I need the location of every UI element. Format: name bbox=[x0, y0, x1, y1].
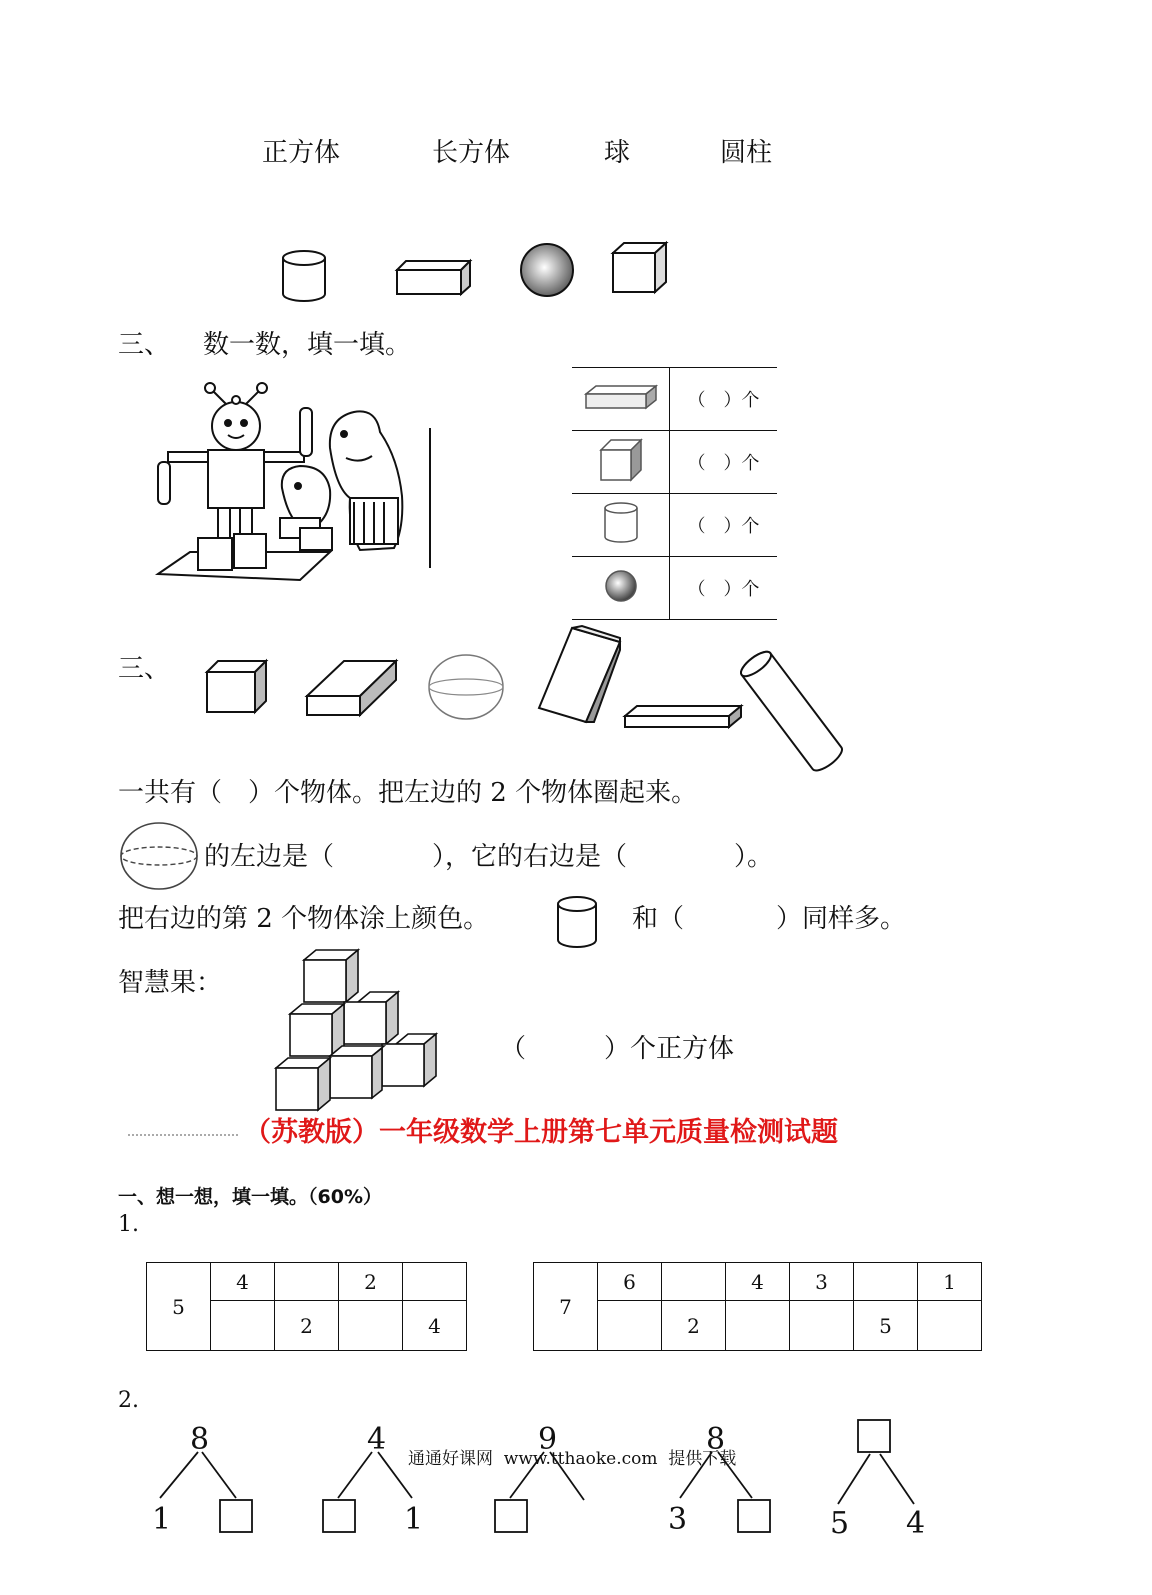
cuboid-icon[interactable] bbox=[396, 260, 472, 298]
test-title: （苏教版）一年级数学上册第七单元质量检测试题 bbox=[244, 1117, 838, 1148]
footer-text: 通通好课网 www.tthaoke.com 提供下载 bbox=[408, 1449, 737, 1469]
sphere-icon[interactable] bbox=[520, 243, 576, 299]
tree3-top: 9 bbox=[538, 1422, 558, 1457]
table-cell[interactable] bbox=[662, 1263, 726, 1301]
table-cell-icon bbox=[572, 557, 670, 620]
wisdom-label: 智慧果： bbox=[118, 968, 223, 998]
count-table bbox=[572, 367, 777, 620]
dotted-leader bbox=[128, 1128, 238, 1136]
tree2-top: 4 bbox=[367, 1422, 387, 1457]
tree5-right: 4 bbox=[906, 1506, 926, 1541]
table-cell[interactable]: 1 bbox=[918, 1263, 982, 1301]
tree1-top: 8 bbox=[190, 1422, 210, 1457]
shape-name-cube: 正方体 bbox=[262, 138, 341, 168]
table-cell[interactable] bbox=[790, 1301, 854, 1351]
cylinder-icon bbox=[556, 896, 600, 950]
table-cell[interactable]: 3 bbox=[790, 1263, 854, 1301]
count-answer[interactable]: （ ）个 bbox=[670, 557, 778, 620]
table-cell[interactable] bbox=[211, 1301, 275, 1351]
cube-icon[interactable] bbox=[612, 242, 668, 294]
cylinder-icon[interactable] bbox=[282, 250, 328, 304]
table-cell[interactable]: 4 bbox=[211, 1263, 275, 1301]
decompose-table-7 bbox=[533, 1262, 982, 1351]
tree1-left: 1 bbox=[152, 1502, 172, 1537]
part1-title: 一、想一想，填一填。（60%） bbox=[118, 1186, 382, 1208]
count-answer[interactable]: （ ）个 bbox=[670, 494, 778, 557]
table-cell-icon bbox=[572, 431, 670, 494]
cylinder-icon[interactable] bbox=[736, 644, 832, 754]
table-cell[interactable] bbox=[598, 1301, 662, 1351]
question-total: 一共有（ ）个物体。把左边的 2 个物体圈起来。 bbox=[118, 778, 698, 808]
table-cell[interactable] bbox=[275, 1263, 339, 1301]
sphere-icon bbox=[604, 569, 638, 603]
count-answer[interactable]: （ ）个 bbox=[670, 431, 778, 494]
question-same-b: ）同样多。 bbox=[776, 904, 907, 934]
sphere-icon bbox=[120, 822, 200, 892]
tree5-left: 5 bbox=[830, 1506, 850, 1541]
table-cell[interactable] bbox=[854, 1263, 918, 1301]
section3b-title: 三、 bbox=[118, 654, 171, 684]
question-left-c: ）。 bbox=[734, 842, 774, 872]
tree4-top: 8 bbox=[706, 1422, 726, 1457]
table-cell-total: 5 bbox=[147, 1263, 211, 1351]
shape-name-cylinder: 圆柱 bbox=[720, 138, 773, 168]
table-cell[interactable]: 2 bbox=[275, 1301, 339, 1351]
shape-name-sphere: 球 bbox=[604, 138, 631, 168]
table-cell[interactable] bbox=[918, 1301, 982, 1351]
table-cell-total: 7 bbox=[534, 1263, 598, 1351]
q1-label: 1. bbox=[118, 1212, 139, 1237]
q2-label: 2. bbox=[118, 1388, 139, 1413]
table-cell[interactable] bbox=[726, 1301, 790, 1351]
cuboid-icon bbox=[584, 384, 658, 410]
table-cell[interactable]: 4 bbox=[726, 1263, 790, 1301]
table-cell[interactable] bbox=[339, 1301, 403, 1351]
section3-text: 数一数，填一填。 bbox=[203, 330, 412, 360]
cuboid-icon[interactable] bbox=[306, 660, 398, 718]
cube-icon bbox=[599, 438, 643, 482]
question-left-b: ），它的右边是（ bbox=[432, 842, 628, 872]
table-cell[interactable]: 6 bbox=[598, 1263, 662, 1301]
table-cell[interactable]: 5 bbox=[854, 1301, 918, 1351]
flat-cuboid-icon[interactable] bbox=[623, 704, 745, 730]
table-cell[interactable]: 2 bbox=[662, 1301, 726, 1351]
table-cell-icon bbox=[572, 494, 670, 557]
question-color: 把右边的第 2 个物体涂上颜色。 bbox=[118, 904, 490, 934]
cylinder-icon bbox=[603, 501, 639, 545]
cube-stack-picture bbox=[274, 948, 444, 1112]
cube-icon[interactable] bbox=[206, 660, 268, 714]
table-cell[interactable]: 4 bbox=[403, 1301, 467, 1351]
question-left-a: 的左边是（ bbox=[204, 842, 335, 872]
tree2-right: 1 bbox=[404, 1502, 424, 1537]
count-answer[interactable]: （ ）个 bbox=[670, 368, 778, 431]
robot-illustration bbox=[150, 378, 440, 588]
tall-cuboid-icon[interactable] bbox=[538, 626, 620, 726]
section3-title: 三、 bbox=[118, 330, 171, 360]
table-cell-icon bbox=[572, 368, 670, 431]
decompose-table-5 bbox=[146, 1262, 467, 1351]
wisdom-answer[interactable]: （ ）个正方体 bbox=[500, 1034, 735, 1064]
table-cell[interactable]: 2 bbox=[339, 1263, 403, 1301]
table-cell[interactable] bbox=[403, 1263, 467, 1301]
shape-name-cuboid: 长方体 bbox=[432, 138, 511, 168]
question-same-a: 和（ bbox=[632, 904, 685, 934]
sphere-icon[interactable] bbox=[428, 654, 506, 722]
tree4-left: 3 bbox=[668, 1502, 688, 1537]
